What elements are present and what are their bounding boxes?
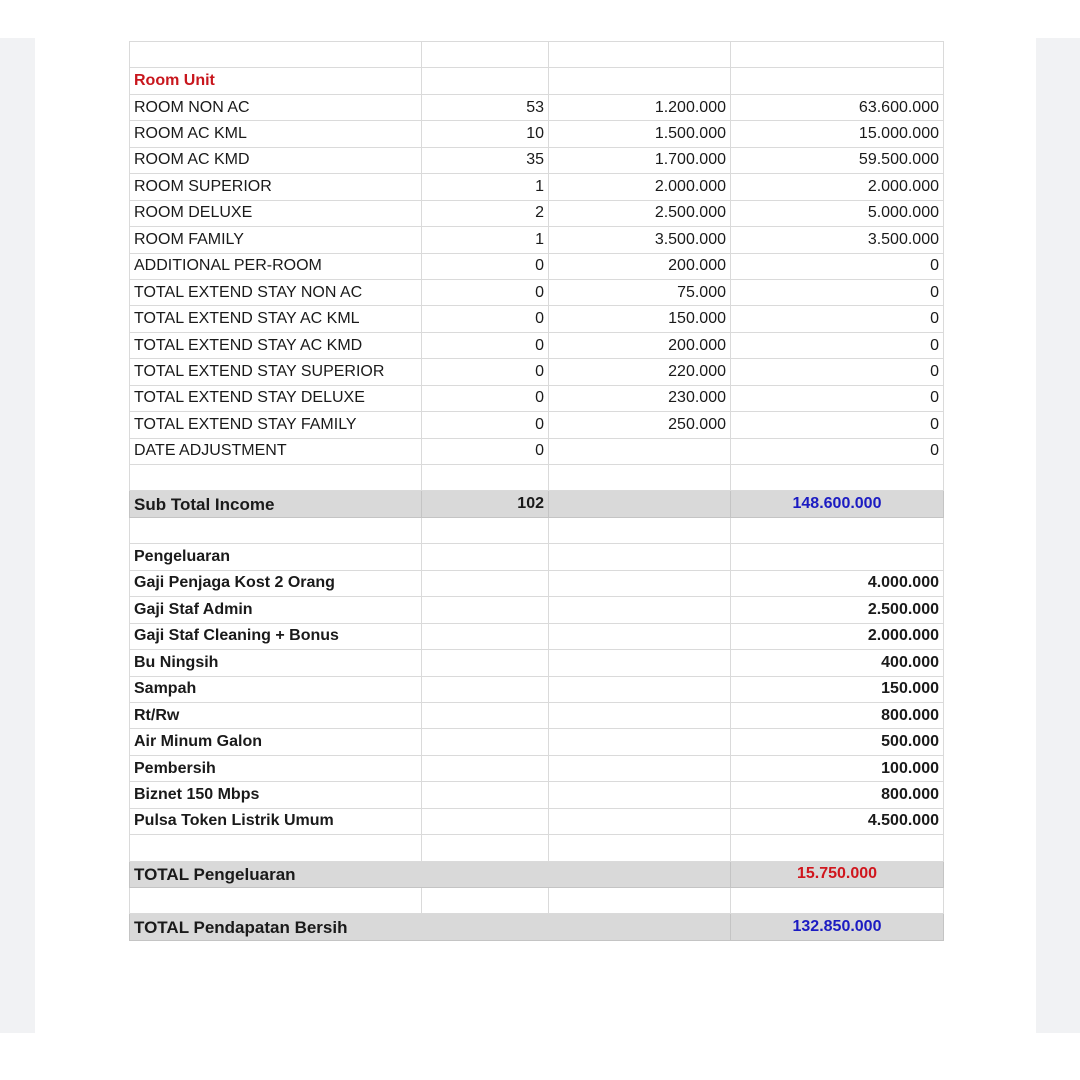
item-label: ROOM AC KML xyxy=(130,121,422,147)
empty-cell xyxy=(549,597,731,623)
total-expenses-amount: 15.750.000 xyxy=(731,861,944,887)
item-qty: 1 xyxy=(422,174,549,200)
item-label: TOTAL EXTEND STAY FAMILY xyxy=(130,412,422,438)
income-row xyxy=(130,253,944,279)
item-price: 75.000 xyxy=(549,279,731,305)
item-price: 200.000 xyxy=(549,253,731,279)
item-price: 3.500.000 xyxy=(549,227,731,253)
empty-cell xyxy=(549,517,731,543)
item-total: 0 xyxy=(731,279,944,305)
expense-label: Air Minum Galon xyxy=(130,729,422,755)
empty-cell xyxy=(130,835,422,861)
empty-cell xyxy=(549,888,731,914)
item-total: 2.000.000 xyxy=(731,174,944,200)
income-row xyxy=(130,412,944,438)
blank-row xyxy=(130,888,944,914)
expense-amount: 150.000 xyxy=(731,676,944,702)
item-total: 0 xyxy=(731,438,944,464)
item-total: 3.500.000 xyxy=(731,227,944,253)
empty-cell xyxy=(549,570,731,596)
empty-cell xyxy=(731,544,944,570)
item-price: 150.000 xyxy=(549,306,731,332)
expense-label: Biznet 150 Mbps xyxy=(130,782,422,808)
empty-cell xyxy=(549,702,731,728)
item-total: 0 xyxy=(731,306,944,332)
expense-label: Rt/Rw xyxy=(130,702,422,728)
item-label: TOTAL EXTEND STAY AC KMD xyxy=(130,332,422,358)
item-total: 59.500.000 xyxy=(731,147,944,173)
expense-label: Gaji Staf Admin xyxy=(130,597,422,623)
expense-label: Sampah xyxy=(130,676,422,702)
empty-cell xyxy=(549,782,731,808)
expense-label: Gaji Staf Cleaning + Bonus xyxy=(130,623,422,649)
total-expenses-label: TOTAL Pengeluaran xyxy=(130,861,731,887)
subtotal-qty: 102 xyxy=(422,491,549,517)
item-qty: 0 xyxy=(422,332,549,358)
empty-cell xyxy=(549,808,731,834)
net-income-label: TOTAL Pendapatan Bersih xyxy=(130,914,731,940)
item-total: 63.600.000 xyxy=(731,94,944,120)
empty-cell xyxy=(549,835,731,861)
income-row xyxy=(130,438,944,464)
empty-cell xyxy=(422,808,549,834)
item-price xyxy=(549,438,731,464)
item-qty: 10 xyxy=(422,121,549,147)
empty-cell xyxy=(422,650,549,676)
expense-row xyxy=(130,623,944,649)
section-header-room-unit xyxy=(130,68,944,94)
item-price: 1.500.000 xyxy=(549,121,731,147)
item-total: 15.000.000 xyxy=(731,121,944,147)
income-row xyxy=(130,359,944,385)
expense-row xyxy=(130,650,944,676)
expense-label: Pulsa Token Listrik Umum xyxy=(130,808,422,834)
empty-cell xyxy=(731,465,944,491)
empty-cell xyxy=(422,544,549,570)
empty-cell xyxy=(422,517,549,543)
expense-row xyxy=(130,782,944,808)
expense-row xyxy=(130,676,944,702)
expense-amount: 2.500.000 xyxy=(731,597,944,623)
item-label: ROOM NON AC xyxy=(130,94,422,120)
item-qty: 0 xyxy=(422,412,549,438)
subtotal-income-row xyxy=(130,491,944,517)
blank-row xyxy=(130,42,944,68)
item-qty: 1 xyxy=(422,227,549,253)
item-qty: 0 xyxy=(422,279,549,305)
expense-amount: 800.000 xyxy=(731,782,944,808)
blank-row xyxy=(130,465,944,491)
empty-cell xyxy=(422,782,549,808)
expense-row xyxy=(130,755,944,781)
left-margin-strip xyxy=(0,38,35,1033)
item-qty: 0 xyxy=(422,253,549,279)
empty-cell xyxy=(422,888,549,914)
empty-cell xyxy=(422,702,549,728)
empty-cell xyxy=(731,835,944,861)
item-label: TOTAL EXTEND STAY NON AC xyxy=(130,279,422,305)
item-qty: 53 xyxy=(422,94,549,120)
expense-amount: 100.000 xyxy=(731,755,944,781)
item-qty: 0 xyxy=(422,438,549,464)
item-label: ROOM DELUXE xyxy=(130,200,422,226)
expense-amount: 2.000.000 xyxy=(731,623,944,649)
net-income-amount: 132.850.000 xyxy=(731,914,944,940)
expense-row xyxy=(130,597,944,623)
empty-cell xyxy=(422,623,549,649)
item-total: 0 xyxy=(731,332,944,358)
empty-cell xyxy=(549,465,731,491)
item-price: 230.000 xyxy=(549,385,731,411)
item-total: 0 xyxy=(731,412,944,438)
item-price: 1.200.000 xyxy=(549,94,731,120)
item-label: TOTAL EXTEND STAY AC KML xyxy=(130,306,422,332)
expense-amount: 800.000 xyxy=(731,702,944,728)
expense-row xyxy=(130,570,944,596)
income-row xyxy=(130,147,944,173)
net-income-row xyxy=(130,914,944,940)
income-row xyxy=(130,279,944,305)
income-row xyxy=(130,385,944,411)
empty-cell xyxy=(549,676,731,702)
empty-cell xyxy=(549,623,731,649)
empty-cell xyxy=(549,491,731,517)
blank-row xyxy=(130,835,944,861)
item-label: ROOM AC KMD xyxy=(130,147,422,173)
income-row xyxy=(130,227,944,253)
blank-row xyxy=(130,517,944,543)
empty-cell xyxy=(422,729,549,755)
income-row xyxy=(130,306,944,332)
subtotal-label: Sub Total Income xyxy=(130,491,422,517)
total-expenses-row xyxy=(130,861,944,887)
expense-label: Gaji Penjaga Kost 2 Orang xyxy=(130,570,422,596)
subtotal-amount: 148.600.000 xyxy=(731,491,944,517)
item-price: 220.000 xyxy=(549,359,731,385)
item-label: ROOM SUPERIOR xyxy=(130,174,422,200)
empty-cell xyxy=(130,517,422,543)
expense-amount: 4.500.000 xyxy=(731,808,944,834)
expense-label: Bu Ningsih xyxy=(130,650,422,676)
expense-label: Pembersih xyxy=(130,755,422,781)
item-label: TOTAL EXTEND STAY DELUXE xyxy=(130,385,422,411)
empty-cell xyxy=(549,755,731,781)
empty-cell xyxy=(422,465,549,491)
expense-amount: 400.000 xyxy=(731,650,944,676)
item-price: 2.500.000 xyxy=(549,200,731,226)
empty-cell xyxy=(549,544,731,570)
item-qty: 0 xyxy=(422,306,549,332)
empty-cell xyxy=(130,465,422,491)
item-price: 250.000 xyxy=(549,412,731,438)
item-label: ADDITIONAL PER-ROOM xyxy=(130,253,422,279)
expense-row xyxy=(130,729,944,755)
empty-cell xyxy=(422,570,549,596)
income-expense-sheet xyxy=(129,41,944,941)
empty-cell xyxy=(731,888,944,914)
expense-row xyxy=(130,808,944,834)
item-price: 2.000.000 xyxy=(549,174,731,200)
section-title: Pengeluaran xyxy=(130,544,422,570)
empty-cell xyxy=(422,597,549,623)
item-total: 0 xyxy=(731,253,944,279)
item-total: 0 xyxy=(731,385,944,411)
empty-cell xyxy=(422,835,549,861)
item-qty: 2 xyxy=(422,200,549,226)
item-price: 1.700.000 xyxy=(549,147,731,173)
right-margin-strip xyxy=(1036,38,1080,1033)
expense-row xyxy=(130,702,944,728)
section-title: Room Unit xyxy=(130,68,422,94)
empty-cell xyxy=(130,888,422,914)
item-qty: 0 xyxy=(422,385,549,411)
item-label: ROOM FAMILY xyxy=(130,227,422,253)
empty-cell xyxy=(731,517,944,543)
empty-cell xyxy=(422,676,549,702)
income-row xyxy=(130,200,944,226)
item-qty: 0 xyxy=(422,359,549,385)
expense-amount: 4.000.000 xyxy=(731,570,944,596)
income-row xyxy=(130,332,944,358)
item-total: 0 xyxy=(731,359,944,385)
expense-amount: 500.000 xyxy=(731,729,944,755)
item-price: 200.000 xyxy=(549,332,731,358)
section-header-pengeluaran xyxy=(130,544,944,570)
empty-cell xyxy=(549,729,731,755)
income-row xyxy=(130,121,944,147)
item-total: 5.000.000 xyxy=(731,200,944,226)
income-row xyxy=(130,174,944,200)
empty-cell xyxy=(422,755,549,781)
item-qty: 35 xyxy=(422,147,549,173)
item-label: TOTAL EXTEND STAY SUPERIOR xyxy=(130,359,422,385)
empty-cell xyxy=(549,650,731,676)
item-label: DATE ADJUSTMENT xyxy=(130,438,422,464)
income-row xyxy=(130,94,944,120)
